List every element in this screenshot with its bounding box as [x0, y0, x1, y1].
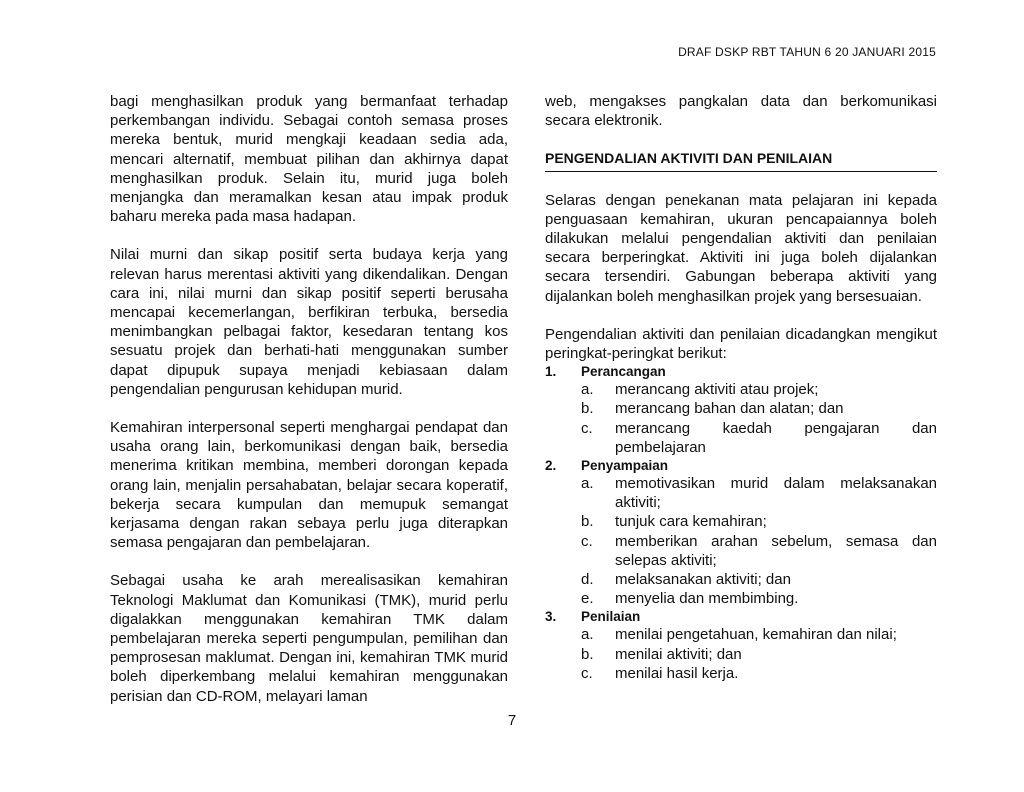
paragraph: bagi menghasilkan produk yang bermanfaat terhadap perkembangan individu. Sebagai contoh semasa proses mereka bentuk, murid mengkaji keadaan sedia ada, mencari alternatif, membuat pilihan dan akhirnya dapat menghasilkan produk. Selain itu, murid juga boleh menjangka dan meramalkan kesan atau impak produk baharu mereka pada masa hadapan.: [110, 93, 508, 226]
list-item-marker: e.: [581, 590, 594, 608]
list-item: [581, 645, 937, 664]
paragraph: Selaras dengan penekanan mata pelajaran ini kepada penguasaan kemahiran, ukuran pencapaiannya boleh dilakukan melalui pengendalian aktiviti dan penilaian secara berperingkat. Aktiviti ini juga boleh dijalankan secara tersendiri. Gabungan beberapa aktiviti yang dijalankan boleh menghasilkan projek yang bersesuaian.: [545, 191, 937, 305]
list-item: [581, 512, 937, 531]
list-item-text: merancang aktiviti atau projek;: [615, 381, 819, 399]
list-item-text: memberikan arahan sebelum, semasa dan selepas aktiviti;: [615, 532, 937, 569]
list-item: [581, 474, 937, 512]
list-item: [581, 380, 937, 399]
stage-list: [545, 363, 937, 683]
list-item: [581, 625, 937, 644]
list-item: [581, 419, 937, 457]
list-item-marker: b.: [581, 400, 594, 418]
list-item: [581, 399, 937, 418]
list-item: [581, 589, 937, 608]
stage-title: [545, 608, 937, 625]
list-item-marker: b.: [581, 645, 594, 663]
stage-number: 2.: [545, 458, 557, 474]
list-item: [581, 570, 937, 589]
list-item-marker: a.: [581, 626, 594, 644]
list-item-marker: d.: [581, 571, 594, 589]
page-header: DRAF DSKP RBT TAHUN 6 20 JANUARI 2015: [678, 45, 936, 59]
stage-number: 3.: [545, 609, 557, 625]
list-item-text: menilai aktiviti; dan: [615, 645, 742, 663]
stage-items: [545, 380, 937, 457]
list-item-marker: a.: [581, 475, 594, 493]
paragraph: Kemahiran interpersonal seperti menghargai pendapat dan usaha orang lain, berkomunikasi dengan baik, bersedia menerima kritikan membina, memberi dorongan kepada orang lain, menjalin persahabatan, belajar secara koperatif, bekerja secara kumpulan dan memupuk semangat kerjasama dengan rakan sebaya perlu juga diterapkan semasa pengajaran dan pembelajaran.: [110, 419, 508, 552]
stage-items: [545, 474, 937, 608]
list-item: [581, 532, 937, 570]
list-item-text: menyelia dan membimbing.: [615, 590, 799, 608]
paragraph: Nilai murni dan sikap positif serta budaya kerja yang relevan harus merentasi aktiviti yang dikendalikan. Dengan cara ini, nilai murni dan sikap positif seperti berusaha mencapai kecemerlangan, berfikiran terbuka, bersedia menimbangkan pelbagai faktor, kesedaran tentang kos sesuatu projek dan berhati-hati menggunakan sumber dapat dipupuk supaya menjadi kebiasaan dalam pengendalian pengurusan kehidupan murid.: [110, 246, 508, 398]
list-item-marker: a.: [581, 381, 594, 399]
paragraph: Sebagai usaha ke arah merealisasikan kemahiran Teknologi Maklumat dan Komunikasi (TMK), murid perlu digalakkan menggunakan kemahiran TMK dalam pembelajaran mereka seperti pengumpulan, pemilihan dan pemprosesan maklumat. Dengan ini, kemahiran TMK murid boleh diperkembang melalui kemahiran menggunakan perisian dan CD-ROM, melayari laman: [110, 572, 508, 705]
stage-items: [545, 625, 937, 683]
list-item: [581, 664, 937, 683]
list-item-text: melaksanakan aktiviti; dan: [615, 571, 791, 589]
stage-number: 1.: [545, 364, 557, 380]
list-item-marker: c.: [581, 664, 593, 682]
page-number: 7: [507, 712, 517, 729]
left-column: [110, 92, 508, 706]
stage-title: [545, 457, 937, 474]
list-item-text: tunjuk cara kemahiran;: [615, 513, 767, 531]
list-item-marker: c.: [581, 419, 593, 437]
list-item-marker: b.: [581, 513, 594, 531]
stage-section: [545, 608, 937, 683]
stage-title-text: Penilaian: [581, 609, 641, 625]
stage-title: [545, 363, 937, 380]
list-item-text: merancang kaedah pengajaran dan pembelajaran: [615, 419, 937, 456]
stage-title-text: Perancangan: [581, 364, 666, 380]
stage-section: [545, 457, 937, 608]
section-heading: PENGENDALIAN AKTIVITI DAN PENILAIAN: [545, 149, 937, 171]
list-item-text: menilai hasil kerja.: [615, 664, 739, 682]
list-item-text: merancang bahan dan alatan; dan: [615, 400, 844, 418]
paragraph: web, mengakses pangkalan data dan berkomunikasi secara elektronik.: [545, 93, 937, 130]
list-item-marker: c.: [581, 532, 593, 550]
right-column: [545, 92, 937, 683]
stage-title-text: Penyampaian: [581, 458, 669, 474]
stage-section: [545, 363, 937, 457]
paragraph: Pengendalian aktiviti dan penilaian dicadangkan mengikut peringkat-peringkat berikut:: [545, 325, 937, 363]
list-item-text: memotivasikan murid dalam melaksanakan aktiviti;: [615, 475, 937, 512]
list-item-text: menilai pengetahuan, kemahiran dan nilai;: [615, 626, 897, 644]
